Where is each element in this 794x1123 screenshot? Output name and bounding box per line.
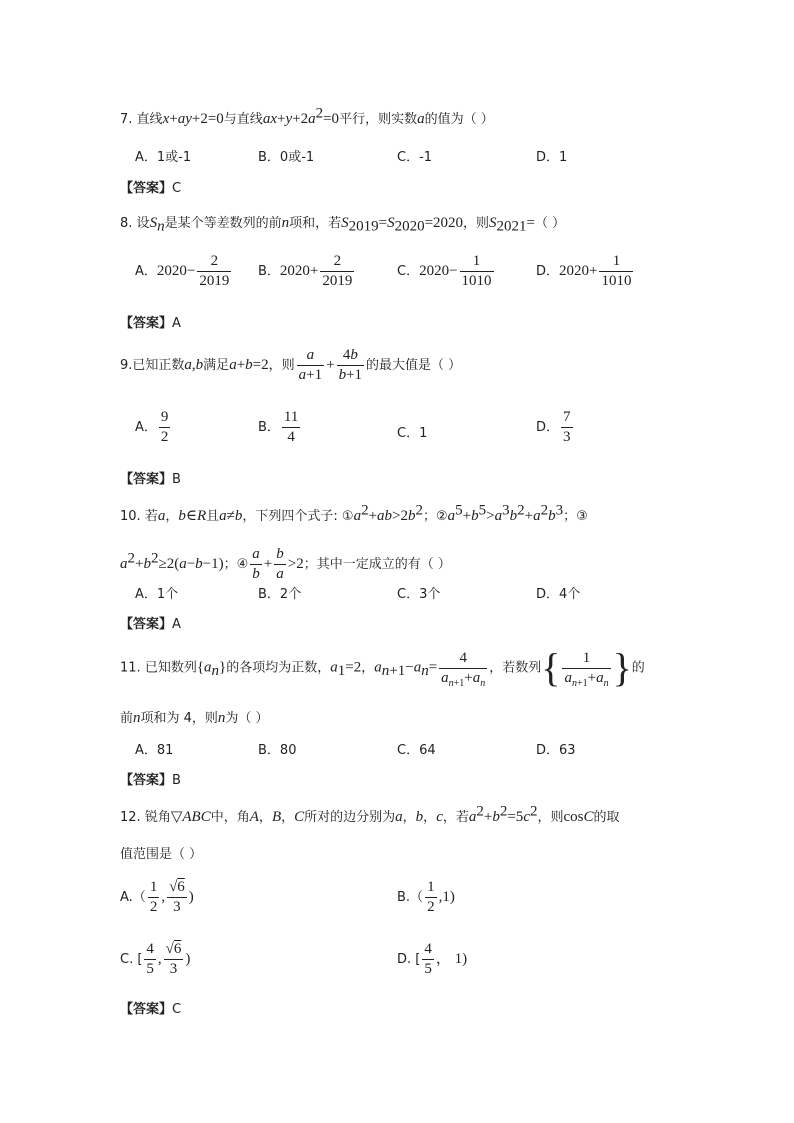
choice-d: D. [ $\frac{4}{5}$ ， 1)	[397, 941, 468, 977]
choice-c: C．-1	[397, 150, 433, 165]
choice-d: D．63	[536, 743, 576, 758]
choice-a: A.（ $\frac{1}{2}$ , $\frac{√6}{3}$ )	[120, 879, 194, 915]
choice-b: B．2020+ $\frac{2}{2019}$	[258, 253, 353, 289]
choice-a: A．1或-1	[135, 150, 192, 165]
answer-10: 【答案】A	[120, 617, 181, 632]
choice-d: D． $\frac{7}{3}$	[536, 409, 571, 445]
question-12: 12. 锐角▽ABC中，角A，B，C所对的边分别为a，b，c，若$a^2+b^2=5c^2$，则cosC的取	[120, 803, 620, 825]
choice-b: B．2个	[258, 587, 302, 602]
choice-b: B．80	[258, 743, 297, 758]
choice-a: A． $\frac{9}{2}$	[135, 409, 169, 445]
question-8: 8. 设$S_n$是某个等差数列的前n项和，若$S_{2019}=S_{2020}=2020$，则$S_{2021}=$（ ）	[120, 215, 566, 235]
choice-d: D．2020+ $\frac{1}{1010}$	[536, 253, 632, 289]
choice-d: D．1	[536, 150, 568, 165]
question-7: 7. 直线x+ay+2=0与直线$ax+y+2a^2=0$平行，则实数a的值为（ ）	[120, 105, 494, 127]
answer-8: 【答案】A	[120, 316, 181, 331]
question-10: 10. 若a，b∈R且a≠b，下列四个式子: $①a^2+ab>2b^2$；$②a^5+b^5>a^3b^2+a^2b^3$；③	[120, 502, 588, 524]
choice-b: B． $\frac{11}{4}$	[258, 409, 299, 445]
answer-9: 【答案】B	[120, 472, 181, 487]
choice-a: A．1个	[135, 587, 179, 602]
question-11: 11. 已知数列$\{a_n\}$的各项均为正数，$a_1=2$，$a_{n+1}-a_n=$ $\frac{4}{a_{n+1}+a_n}$ ，若数列{ $\frac{1}{a_{n+1}+a_n}$ }的	[120, 645, 645, 690]
answer-7: 【答案】C	[120, 181, 182, 196]
choice-c: C．1	[397, 426, 428, 441]
answer-12: 【答案】C	[120, 1002, 182, 1017]
choice-a: A．2020− $\frac{2}{2019}$	[135, 253, 230, 289]
choice-b: B.（ $\frac{1}{2}$ ,1)	[397, 879, 455, 915]
question-9: 9.已知正数a,b满足a+b=2，则 $\frac{a}{a+1}$ + $\frac{4b}{b+1}$ 的最大值是（ ）	[120, 347, 462, 383]
question-11-cont: 前n项和为 4，则n为（ ）	[120, 710, 269, 726]
choice-c: C．64	[397, 743, 436, 758]
choice-d: D．4个	[536, 587, 581, 602]
choice-c: C．3个	[397, 587, 441, 602]
answer-11: 【答案】B	[120, 773, 181, 788]
choice-c: C．2020− $\frac{1}{1010}$	[397, 253, 492, 289]
choice-a: A．81	[135, 743, 174, 758]
question-10-cont: $a^2+b^2\ge 2(a-b-1)$；④ $\frac{a}{b}$ + $\frac{b}{a}$ >2；其中一定成立的有（ ）	[120, 546, 451, 582]
choice-b: B．0或-1	[258, 150, 315, 165]
formula: x	[162, 111, 170, 127]
choice-c: C. [ $\frac{4}{5}$ , $\frac{√6}{3}$ )	[120, 941, 191, 977]
question-12-cont: 值范围是（ ）	[120, 847, 203, 862]
